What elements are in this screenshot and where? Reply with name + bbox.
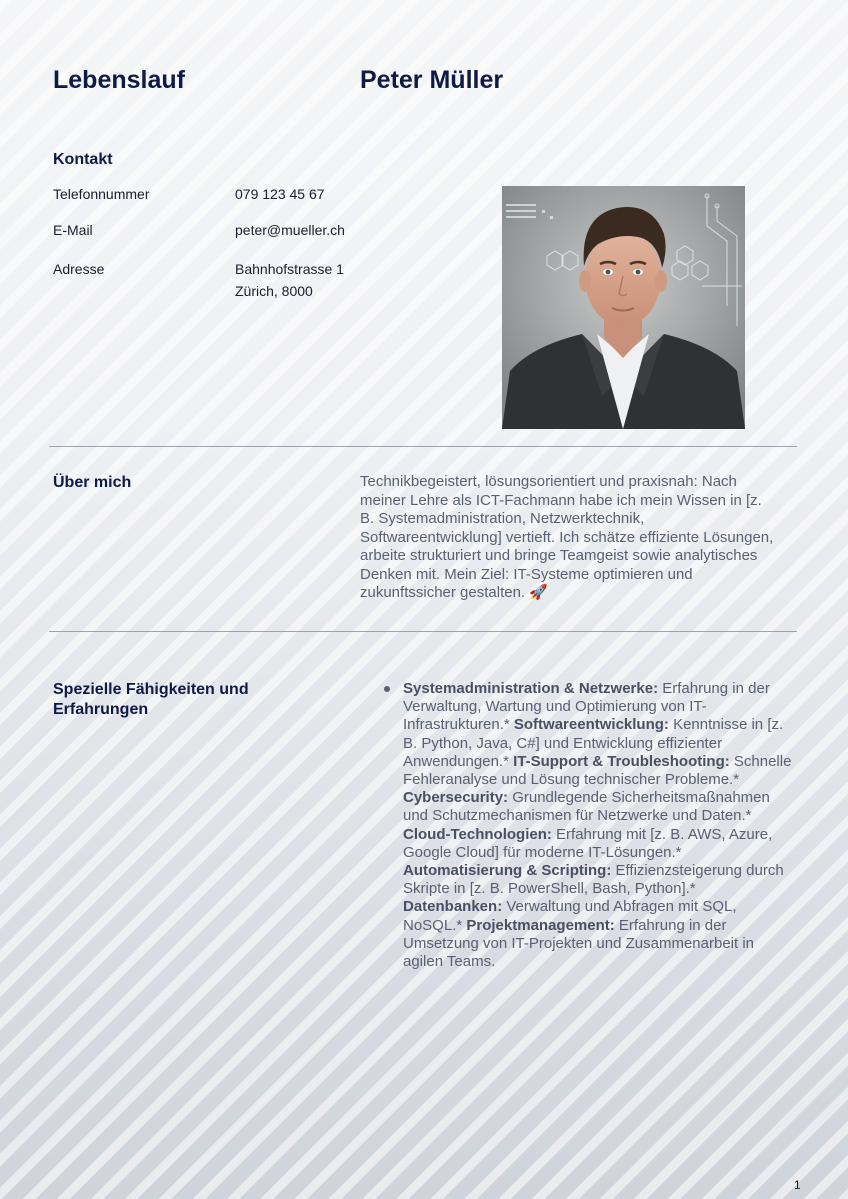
skills-bullet [384,686,390,692]
skill-title: Datenbanken: [403,898,503,916]
skill-title: Automatisierung & Scripting: [403,862,612,880]
email-label: E-Mail [53,222,93,238]
skill-title: Systemadministration & Netzwerke: [403,680,659,697]
skill-description: Verwaltung und Abfragen mit SQL, NoSQL.* [403,898,737,934]
skill-title: Softwareentwicklung: [513,716,669,734]
skills-heading: Spezielle Fähigkeiten und Erfahrungen [53,681,249,718]
skill-title: Projektmanagement: [466,916,615,934]
divider-middle [49,631,797,632]
document-title: Lebenslauf [53,66,185,94]
profile-photo [502,186,745,429]
skill-description: Schnelle Fehleranalyse und Lösung technischer Probleme.* [403,752,792,789]
skill-description: Effizienzsteigerung durch Skripte in [z. B. PowerShell, Bash, Python].* [403,862,784,898]
skill-description: Erfahrung mit [z. B. AWS, Azure, Google Cloud] für moderne IT-Lösungen.* [403,825,773,861]
portrait-illustration [502,186,745,429]
skill-description: Erfahrung in der Verwaltung, Wartung und Optimierung von IT-Infrastrukturen.* [403,680,770,734]
phone-value: 079 123 45 67 [235,186,325,202]
skill-description: Grundlegende Sicherheitsmaßnahmen und Schutzmechanismen für Netzwerke und Daten.* [403,789,770,825]
person-name: Peter Müller [360,66,504,94]
phone-label: Telefonnummer [53,186,150,202]
contact-heading: Kontakt [53,151,113,168]
address-label: Adresse [53,261,105,277]
skills-text [403,680,798,971]
page-number: 1 [794,1178,801,1192]
skill-title: Cybersecurity: [403,789,509,807]
about-text: Technikbegeistert, lösungsorientiert und praxisnah: Nach meiner Lehre als ICT-Fachmann habe ich mein Wissen in [z. B. Systemadministration, Netzwerktechnik, Softwareentwicklung] vertieft. Ich schätze effiziente Lösungen, arbeite strukturiert und bringe Teamgeist sowie analytisches Denken mit. Mein Ziel: IT-Systeme optimieren und zukunftssicher gestalten. 🚀 [360,473,774,601]
divider-top [49,446,797,447]
skill-description: Kenntnisse in [z. B. Python, Java, C#] und Entwicklung effizienter Anwendungen.* [403,716,784,770]
skill-title: IT-Support & Troubleshooting: [513,752,730,770]
address-line-1: Bahnhofstrasse 1 [235,261,344,277]
skill-description: Erfahrung in der Umsetzung von IT-Projekten und Zusammenarbeit in agilen Teams. [403,916,754,971]
skill-title: Cloud-Technologien: [403,825,552,843]
email-value: peter@mueller.ch [235,222,345,238]
about-heading: Über mich [53,474,132,491]
address-line-2: Zürich, 8000 [235,283,313,299]
